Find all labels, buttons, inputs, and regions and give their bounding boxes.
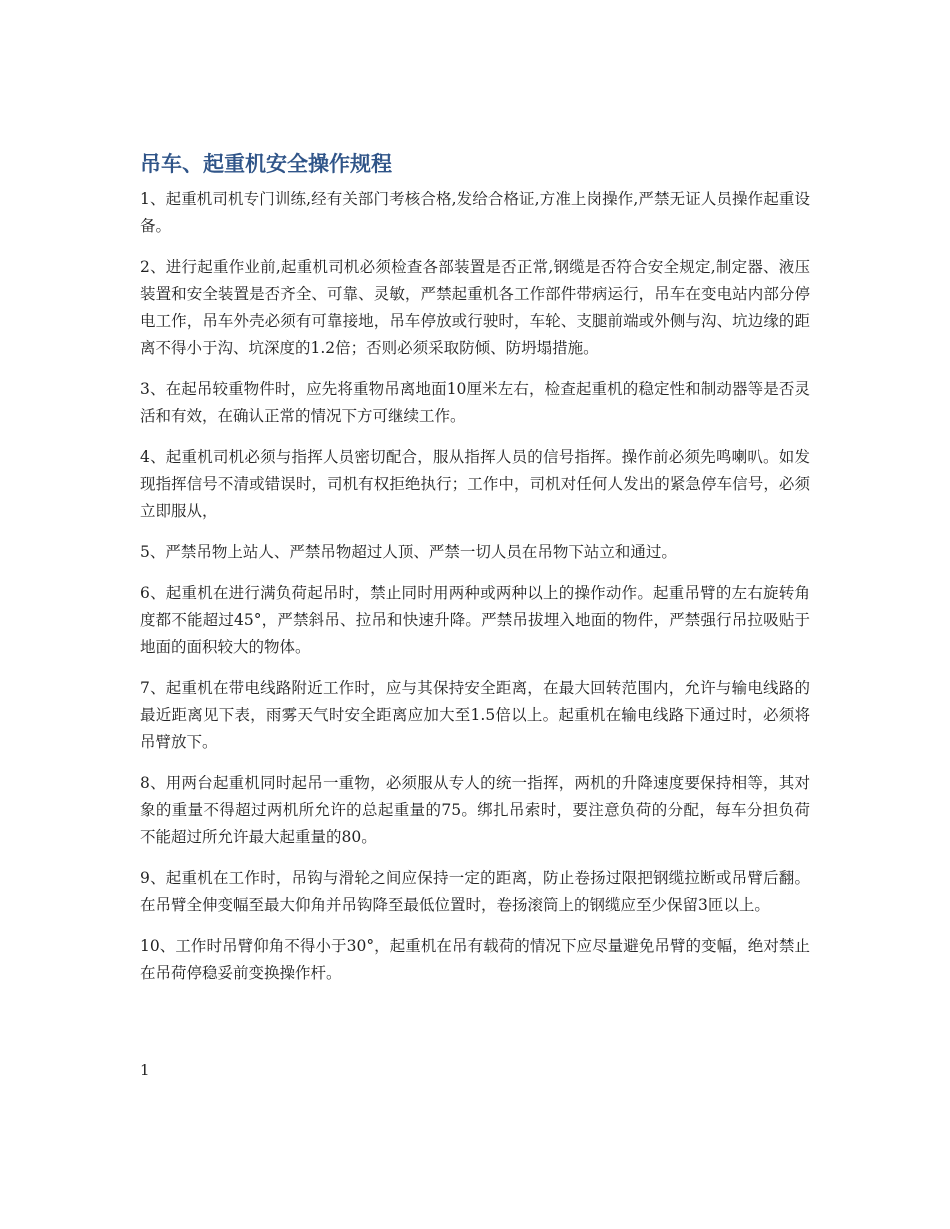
page-number: 1 [140,1061,150,1079]
paragraph-8: 8、用两台起重机同时起吊一重物，必须服从专人的统一指挥，两机的升降速度要保持相等，其对象的重量不得超过两机所允许的总起重量的75。绑扎吊索时，要注意负荷的分配，每车分担负荷不能超过所允许最大起重量的80。 [140,774,810,846]
paragraph-6: 6、起重机在进行满负荷起吊时，禁止同时用两种或两种以上的操作动作。起重吊臂的左右旋转角度都不能超过45°，严禁斜吊、拉吊和快速升降。严禁吊拔埋入地面的物件，严禁强行吊拉吸贴于地面的面积较大的物体。 [140,584,810,656]
paragraph-2: 2、进行起重作业前,起重机司机必须检查各部装置是否正常,钢缆是否符合安全规定,制定器、液压装置和安全装置是否齐全、可靠、灵敏，严禁起重机各工作部件带病运行，吊车在变电站内部分停电工作，吊车外壳必须有可靠接地，吊车停放或行驶时，车轮、支腿前端或外侧与沟、坑边缘的距离不得小于沟、坑深度的1.2倍；否则必须采取防倾、防坍塌措施。 [140,258,810,357]
paragraph-3: 3、在起吊较重物件时，应先将重物吊离地面10厘米左右，检查起重机的稳定性和制动器等是否灵活和有效，在确认正常的情况下方可继续工作。 [140,380,810,425]
paragraph-5: 5、严禁吊物上站人、严禁吊物超过人顶、严禁一切人员在吊物下站立和通过。 [140,543,677,561]
paragraph-9: 9、起重机在工作时，吊钩与滑轮之间应保持一定的距离，防止卷扬过限把钢缆拉断或吊臂后翻。在吊臂全伸变幅至最大仰角并吊钩降至最低位置时，卷扬滚筒上的钢缆应至少保留3匝以上。 [140,869,810,914]
paragraph-4: 4、起重机司机必须与指挥人员密切配合，服从指挥人员的信号指挥。操作前必须先鸣喇叭。如发现指挥信号不清或错误时，司机有权拒绝执行；工作中，司机对任何人发出的紧急停车信号，必须立即服从， [140,448,810,520]
paragraph-7: 7、起重机在带电线路附近工作时，应与其保持安全距离，在最大回转范围内，允许与输电线路的最近距离见下表，雨雾天气时安全距离应加大至1.5倍以上。起重机在输电线路下通过时，必须将吊臂放下。 [140,679,810,751]
document-body [140,148,810,1001]
paragraph-1: 1、起重机司机专门训练,经有关部门考核合格,发给合格证,方准上岗操作,严禁无证人员操作起重设备。 [140,190,810,235]
paragraph-10: 10、工作时吊臂仰角不得小于30°，起重机在吊有载荷的情况下应尽量避免吊臂的变幅，绝对禁止在吊荷停稳妥前变换操作杆。 [140,937,810,982]
document-title: 吊车、起重机安全操作规程 [140,152,392,176]
